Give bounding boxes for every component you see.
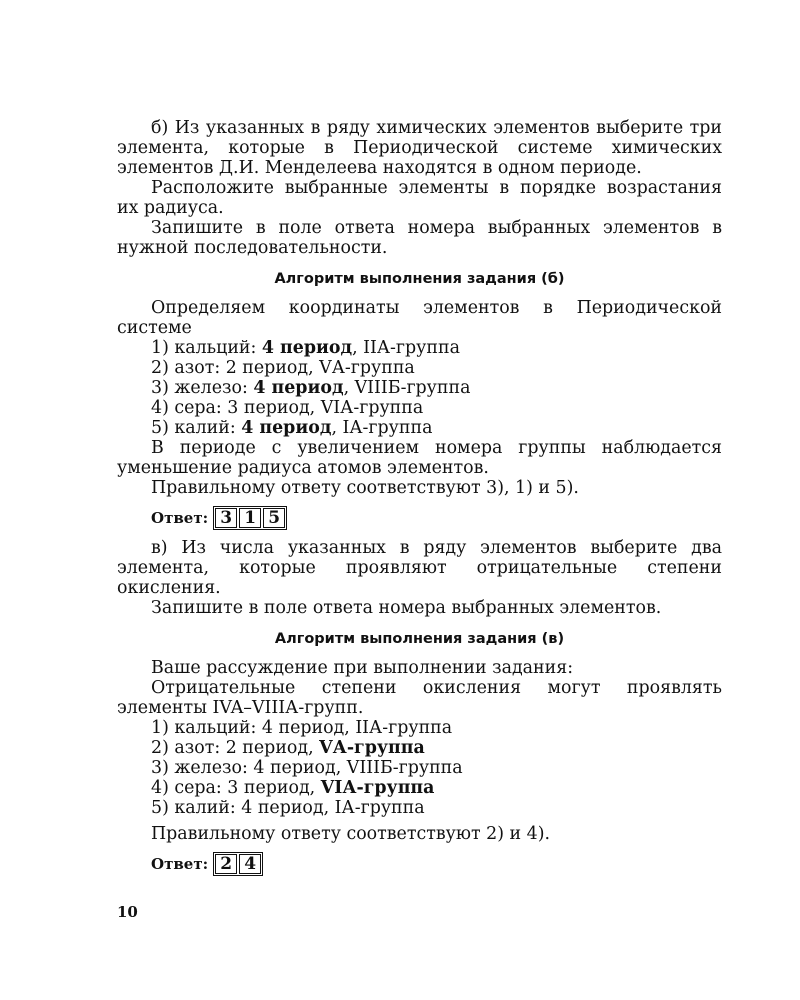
list-item: 3) железо: 4 период, VIIIБ-группа [151,758,463,778]
answer-cell: 3 [215,508,237,528]
answer-label: Ответ: [151,509,209,527]
task-v-instruction: Запишите в поле ответа номера выбранных элементов. [151,598,662,618]
list-item: 1) кальций: 4 период, IIА-группа [151,718,453,738]
answer-v-boxes [213,852,263,876]
task-v-text: в) Из числа указанных в ряду элементов выберите два элемента, которые проявляют отрицательные степени окисления. [117,538,722,598]
answer-cell: 5 [263,508,285,528]
list-item: 4) сера: 3 период, VIА-группа [151,398,424,418]
answer-b [151,506,722,530]
answer-b-boxes [213,506,287,530]
algorithm-v-correct: Правильному ответу соответствуют 2) и 4). [151,824,551,844]
list-item: 3) железо: 4 период, VIIIБ-группа [151,378,471,398]
list-item: 5) калий: 4 период, IА-группа [151,418,433,438]
algorithm-v-reasoning: Ваше рассуждение при выполнении задания: [151,658,574,678]
task-b-instruction: Расположите выбранные элементы в порядке возрастания их радиуса. [117,178,722,218]
answer-cell: 2 [215,854,237,874]
algorithm-b-intro: Определяем координаты элементов в Периодической системе [117,298,722,338]
page-content [117,118,722,876]
answer-cell: 4 [239,854,261,874]
answer-cell: 1 [239,508,261,528]
algorithm-b-correct: Правильному ответу соответствуют 3), 1) и 5). [151,478,579,498]
list-item: 5) калий: 4 период, IА-группа [151,798,425,818]
list-item: 4) сера: 3 период, VIА-группа [151,778,435,798]
task-b-answer-instruction: Запишите в поле ответа номера выбранных элементов в нужной последовательности. [117,218,722,258]
answer-v [151,852,722,876]
answer-label: Ответ: [151,855,209,873]
algorithm-v-intro: Отрицательные степени окисления могут проявлять элементы IVA–VIIIА-групп. [117,678,722,718]
task-b-text: б) Из указанных в ряду химических элементов выберите три элемента, которые в Периодической системе химических элементов Д.И. Менделеева находятся в одном периоде. [117,118,722,178]
page-number: 10 [117,903,138,921]
algorithm-v-heading: Алгоритм выполнения задания (в) [274,631,565,647]
list-item: 2) азот: 2 период, VА-группа [151,738,425,758]
algorithm-b-conclusion: В периоде с увеличением номера группы наблюдается уменьшение радиуса атомов элементов. [117,438,722,478]
algorithm-b-heading: Алгоритм выполнения задания (б) [274,271,565,287]
list-item: 1) кальций: 4 период, IIА-группа [151,338,460,358]
list-item: 2) азот: 2 период, VА-группа [151,358,415,378]
